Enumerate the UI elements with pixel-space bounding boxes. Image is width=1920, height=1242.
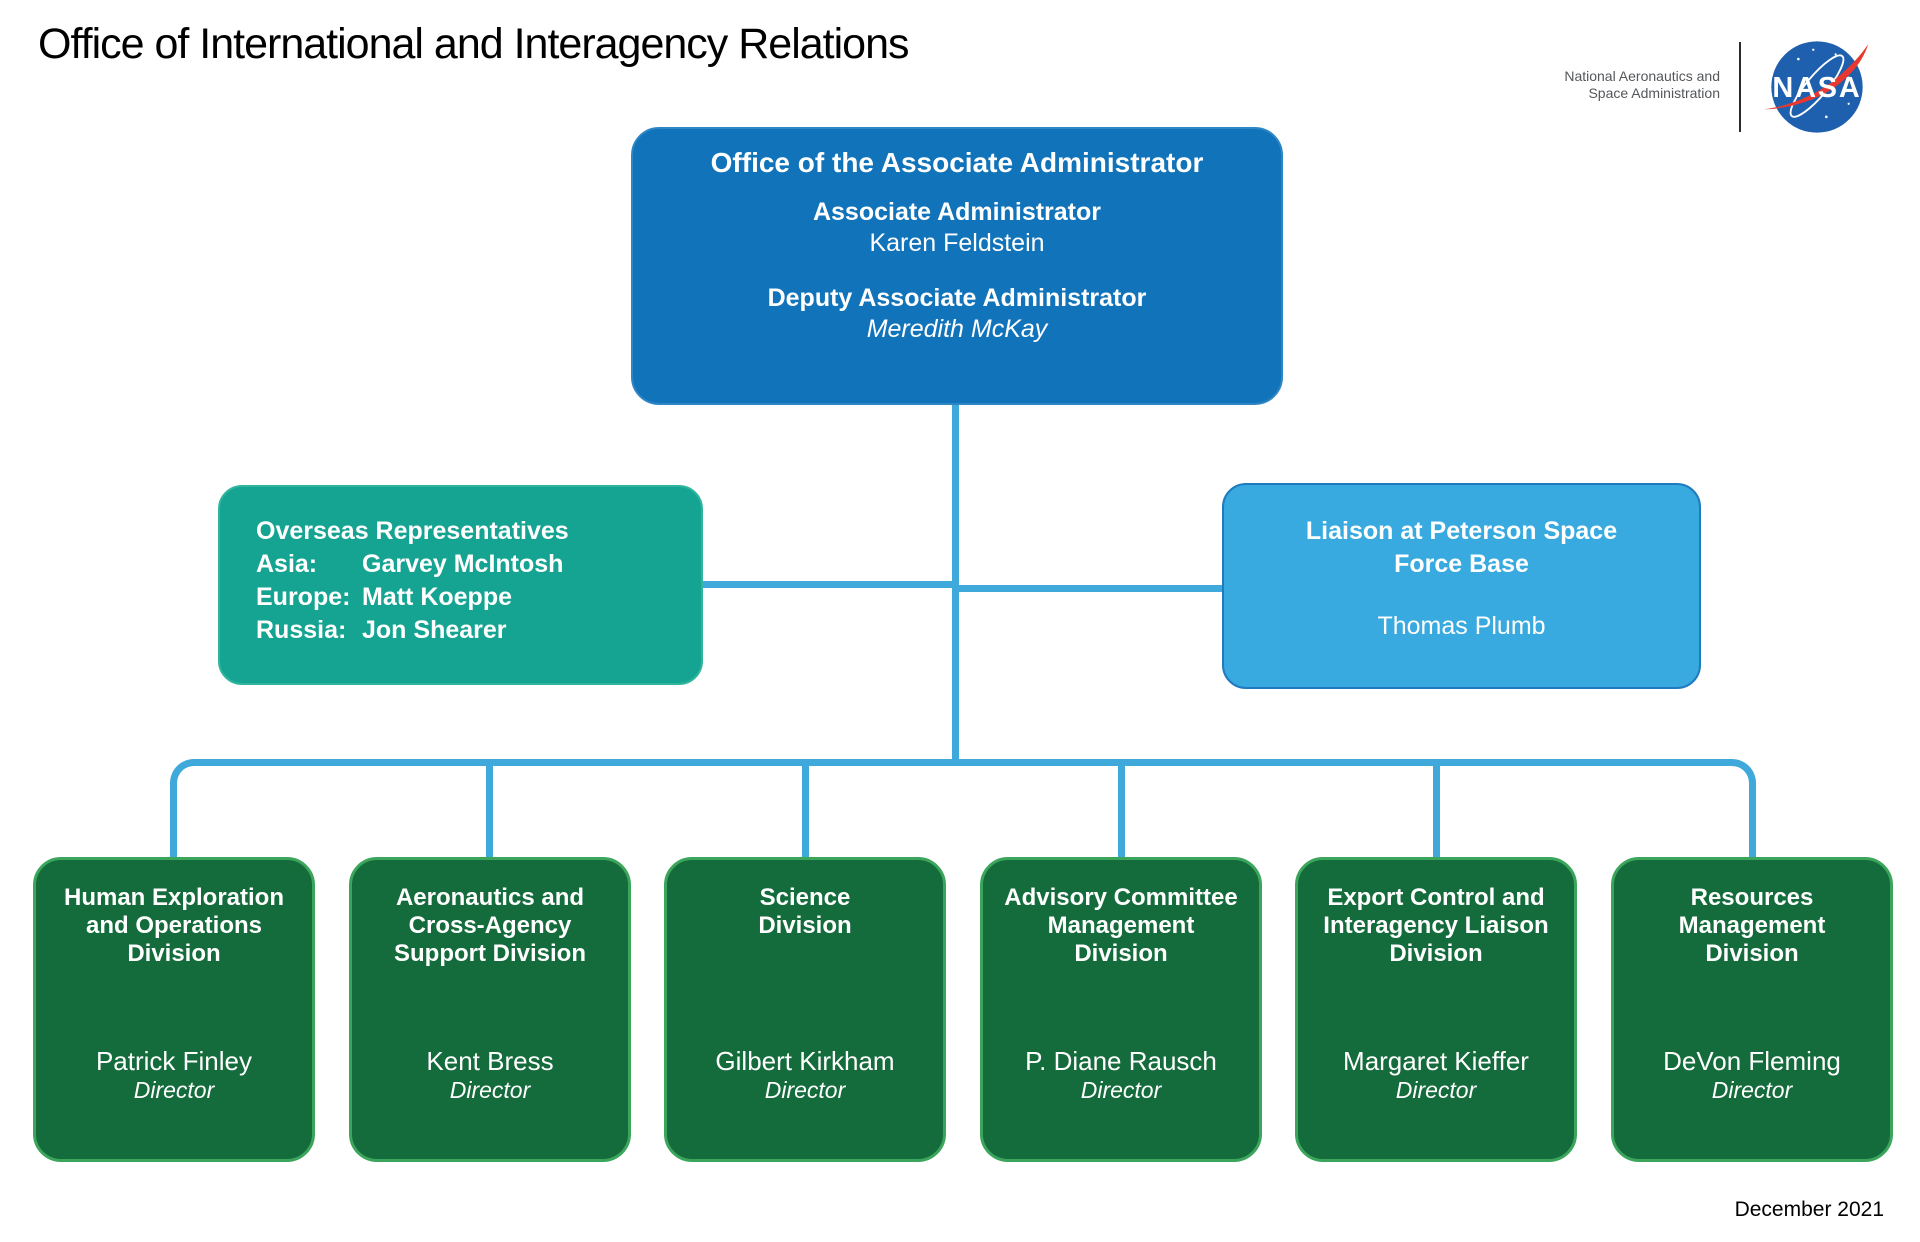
liaison-name: Thomas Plumb [1377,612,1546,640]
connector-drop-advisory [1118,759,1125,857]
liaison-peterson-box [1222,483,1701,689]
connector-drop-export [1433,759,1440,857]
role-name: Karen Feldstein [869,229,1045,257]
header-divider [1739,42,1741,132]
division-title [1298,860,1574,968]
division-title-line: Interagency Liaison [1323,912,1549,939]
division-title-line: Management [1047,912,1195,939]
director-role: Director [1711,1077,1793,1103]
division-title [1614,860,1890,968]
rep-row-asia [256,548,701,581]
agency-name [1440,68,1720,102]
box-title-line1: Liaison at Peterson Space [1305,517,1618,545]
division-box-science [664,857,946,1162]
agency-name-line1: National Aeronautics and [1564,68,1720,84]
date-label: December 2021 [1734,1198,1884,1221]
division-title [667,860,943,940]
division-title-line: Management [1678,912,1826,939]
director-name: Kent Bress [426,1046,554,1076]
division-title-line: Support Division [394,940,586,967]
rep-region: Russia: [256,616,347,644]
division-title-line: and Operations [85,912,263,939]
rep-name: Jon Shearer [362,616,507,644]
division-title-line: Aeronautics and [395,884,585,911]
division-box-aeronautics [349,857,631,1162]
division-title-line: Advisory Committee [1004,884,1238,911]
division-title-line: Human Exploration [63,884,285,911]
connector-drop-aeronautics [486,759,493,857]
office-of-associate-administrator-box [631,127,1283,405]
division-director-block [36,1046,312,1104]
director-name: Gilbert Kirkham [715,1046,895,1076]
division-box-export-control [1295,857,1577,1162]
director-name: Margaret Kieffer [1343,1046,1529,1076]
rep-row-russia [256,614,701,647]
connector-drop-science [802,759,809,857]
director-role: Director [764,1077,846,1103]
role-name: Meredith McKay [866,315,1048,343]
overseas-representatives-box [218,485,703,685]
box-title: Overseas Representatives [256,517,569,545]
division-title-line: Division [758,912,852,939]
director-role: Director [1395,1077,1477,1103]
division-director-block [352,1046,628,1104]
box-title [1224,515,1699,581]
agency-name-line2: Space Administration [1588,85,1720,101]
page-title: Office of International and Interagency Relations [38,20,909,68]
role-title: Associate Administrator [812,198,1102,226]
division-director-block [1298,1046,1574,1104]
director-name: Patrick Finley [95,1046,253,1076]
division-title-line: Division [1074,940,1168,967]
connector-bus [170,759,1756,857]
nasa-wordmark: NASA [1772,72,1862,105]
rep-name: Garvey McIntosh [362,550,564,578]
director-role: Director [449,1077,531,1103]
division-title-line: Cross-Agency [408,912,572,939]
division-box-resources [1611,857,1893,1162]
connector-horizontal-overseas [700,581,952,588]
associate-administrator-group [633,197,1281,259]
rep-name: Matt Koeppe [362,583,512,611]
division-title-line: Export Control and [1327,884,1545,911]
division-title-line: Division [1389,940,1483,967]
deputy-associate-administrator-group [633,283,1281,345]
division-title-line: Resources [1690,884,1814,911]
box-title-line2: Force Base [1394,550,1529,578]
director-role: Director [1080,1077,1162,1103]
division-title-line: Science [759,884,851,911]
director-role: Director [133,1077,215,1103]
division-director-block [667,1046,943,1104]
rep-region: Europe: [256,583,351,611]
rep-row-europe [256,581,701,614]
division-box-advisory-committee [980,857,1262,1162]
director-name: DeVon Fleming [1663,1046,1841,1076]
division-title-line: Division [1705,940,1799,967]
nasa-logo-icon [1762,32,1872,142]
rep-region: Asia: [256,550,318,578]
division-title [36,860,312,968]
director-name: P. Diane Rausch [1025,1046,1217,1076]
division-title [983,860,1259,968]
division-title-line: Division [127,940,221,967]
role-title: Deputy Associate Administrator [767,284,1147,312]
division-director-block [1614,1046,1890,1104]
connector-horizontal-liaison [952,585,1224,592]
box-title: Office of the Associate Administrator [710,147,1204,178]
division-director-block [983,1046,1259,1104]
division-title [352,860,628,968]
division-box-human-exploration [33,857,315,1162]
